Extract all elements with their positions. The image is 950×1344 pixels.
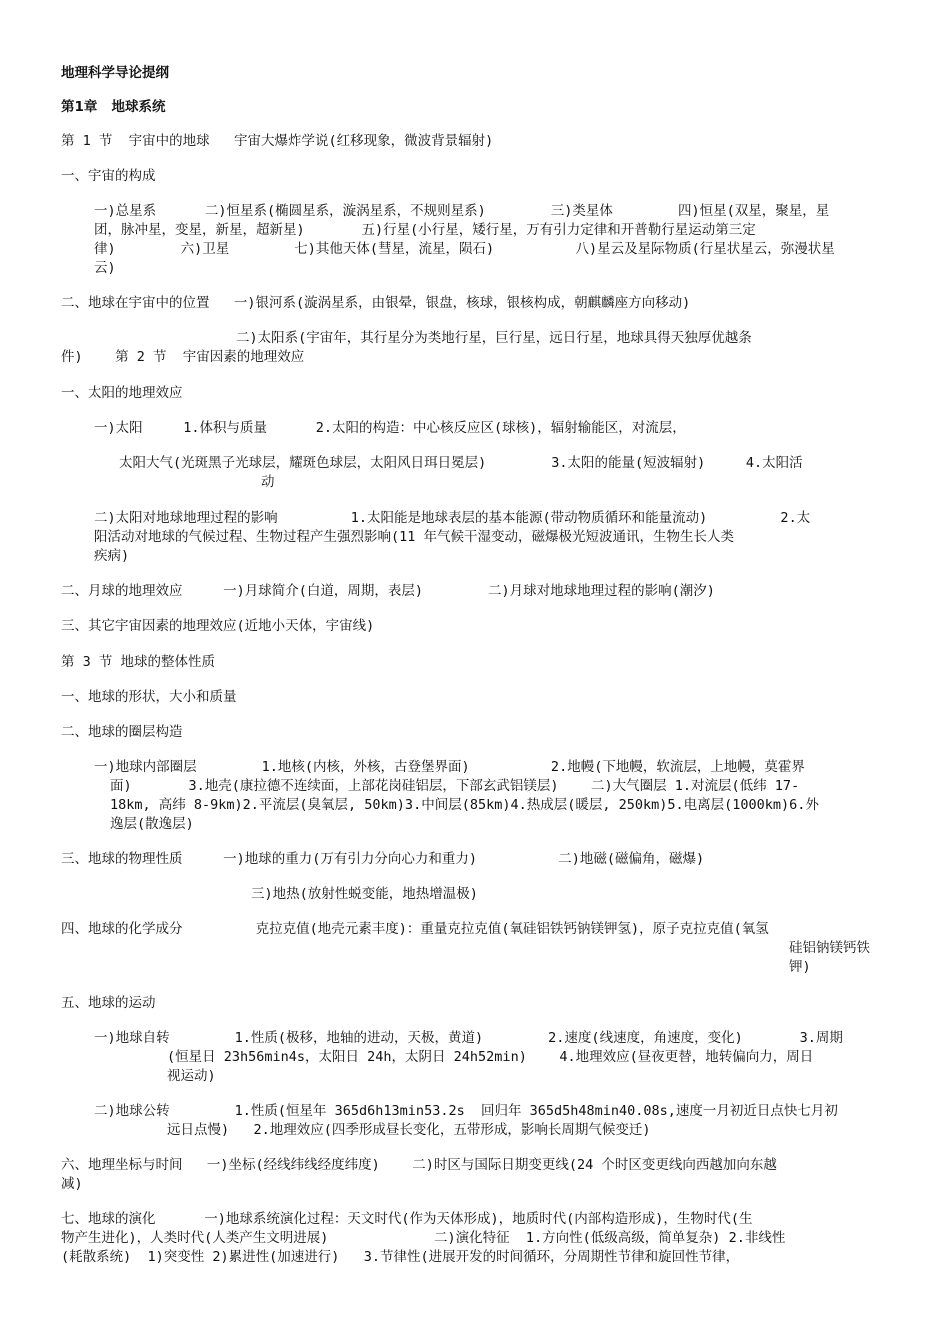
s3-physics-line-a: 三、地球的物理性质 一)地球的重力(万有引力分向心力和重力) 二)地磁(磁偏角，磁爆) [61,851,705,867]
s2-part1-heading: 一、太阳的地理效应 [61,385,183,401]
s3-coordinate-line-a: 六、地理坐标与时间 一)坐标(经线纬线经度纬度) 二)时区与国际日期变更线(24 个时区变更线向西越加向东越 [61,1157,777,1173]
s2-impact-line-a: 二)太阳对地球地理过程的影响 1.太阳能是地球表层的基本能源(带动物质循环和能量流动) 2.太 [94,510,811,526]
s3-layer-line-d: 逸层(散逸层) [110,816,194,832]
s1-part1-line-d: 云) [94,260,116,276]
s1-part2-line-c: 件) 第 2 节 宇宙因素的地理效应 [61,349,305,365]
s3-layer-line-c: 18km, 高纬 8-9km)2.平流层(臭氧层, 50km)3.中间层(85km)4.热成层(暖层, 250km)5.电离层(1000km)6.外 [110,797,819,813]
s2-other-line: 三、其它宇宙因素的地理效应(近地小天体，宇宙线) [61,618,375,634]
s3-evolution-line-a: 七、地球的演化 一)地球系统演化过程：天文时代(作为天体形成)，地质时代(内部构造形成)，生物时代(生 [61,1211,753,1227]
s3-motion-heading: 五、地球的运动 [61,995,156,1011]
s3-rotation-line-b: (恒星日 23h56min4s，太阳日 24h，太阴日 24h52min) 4.地理效应(昼夜更替，地转偏向力，周日 [167,1049,814,1065]
s2-sun-line-c: 动 [261,474,275,490]
s3-chemistry-line-c: 钾) [789,959,811,975]
s3-chemistry-line-b: 硅铝钠镁钙铁 [789,940,870,956]
s3-revolution-line-b: 远日点慢) 2.地理效应(四季形成昼长变化，五带形成，影响长周期气候变迁) [167,1122,651,1138]
s2-moon-line: 二、月球的地理效应 一)月球简介(白道，周期，表层) 二)月球对地球地理过程的影响(潮汐) [61,583,715,599]
s1-part2-line-a: 二、地球在宇宙中的位置 一)银河系(漩涡星系，由银晕，银盘，核球，银核构成，朝麒麟座方向移动) [61,295,691,311]
s1-part1-line-a: 一)总星系 二)恒星系(椭圆星系，漩涡星系，不规则星系) 三)类星体 四)恒星(双星，聚星，星 [94,203,830,219]
s3-physics-line-b: 三)地热(放射性蜕变能，地热增温极) [251,886,478,902]
s3-layer-heading: 二、地球的圈层构造 [61,724,183,740]
s3-layer-line-a: 一)地球内部圈层 1.地核(内核，外核，古登堡界面) 2.地幔(下地幔，软流层，上地幔，莫霍界 [94,759,805,775]
s3-rotation-line-c: 视运动) [167,1068,216,1084]
s3-shape-line: 一、地球的形状，大小和质量 [61,689,237,705]
document-title: 地理科学导论提纲 [61,65,169,81]
s3-rotation-line-a: 一)地球自转 1.性质(极移，地轴的进动，天极，黄道) 2.速度(线速度，角速度，变化) 3.周期 [94,1030,843,1046]
s3-evolution-line-b: 物产生进化)，人类时代(人类产生文明进展) 二)演化特征 1.方向性(低级高级，简单复杂) 2.非线性 [61,1230,786,1246]
s3-layer-line-b: 面) 3.地壳(康拉德不连续面，上部花岗硅铝层，下部玄武铝镁层) 二)大气圈层 1.对流层(低纬 17- [110,778,800,794]
s2-sun-line-a: 一)太阳 1.体积与质量 2.太阳的构造：中心核反应区(球核)，辐射输能区，对流层， [94,420,686,436]
s3-coordinate-line-b: 减) [61,1176,83,1192]
s2-impact-line-b: 阳活动对地球的气候过程、生物过程产生强烈影响(11 年气候干湿变动，磁爆极光短波通讯，生物生长人类 [94,529,735,545]
s1-part2-line-b: 二)太阳系(宇宙年，其行星分为类地行星，巨行星，远日行星，地球具得天独厚优越条 [236,330,752,346]
s3-revolution-line-a: 二)地球公转 1.性质(恒星年 365d6h13min53.2s 回归年 365d5h48min40.08s,速度一月初近日点快七月初 [94,1103,838,1119]
s3-chemistry-line-a: 四、地球的化学成分 克拉克值(地壳元素丰度)：重量克拉克值(氧硅铝铁钙钠镁钾氢)，原子克拉克值(氧氢 [61,921,769,937]
s1-part1-line-b: 团，脉冲星，变星，新星，超新星) 五)行星(小行星，矮行星，万有引力定律和开普勒行星运动第三定 [94,222,756,238]
s3-evolution-line-c: (耗散系统) 1)突变性 2)累进性(加速进行) 3.节律性(进展开发的时间循环，分周期性节律和旋回性节律， [61,1249,740,1265]
s2-impact-line-c: 疾病) [94,548,130,564]
s1-part1-line-c: 律) 六)卫星 七)其他天体(彗星，流星，陨石) 八)星云及星际物质(行星状星云，弥漫状星 [94,241,835,257]
chapter-heading: 第1章 地球系统 [61,99,166,115]
s1-part1-heading: 一、宇宙的构成 [61,168,156,184]
section-1-heading: 第 1 节 宇宙中的地球 宇宙大爆炸学说(红移现象，微波背景辐射) [61,133,494,149]
section-3-heading: 第 3 节 地球的整体性质 [61,654,216,670]
s2-sun-line-b: 太阳大气(光斑黑子光球层，耀斑色球层，太阳风日珥日冕层) 3.太阳的能量(短波辐射) 4.太阳活 [119,455,803,471]
